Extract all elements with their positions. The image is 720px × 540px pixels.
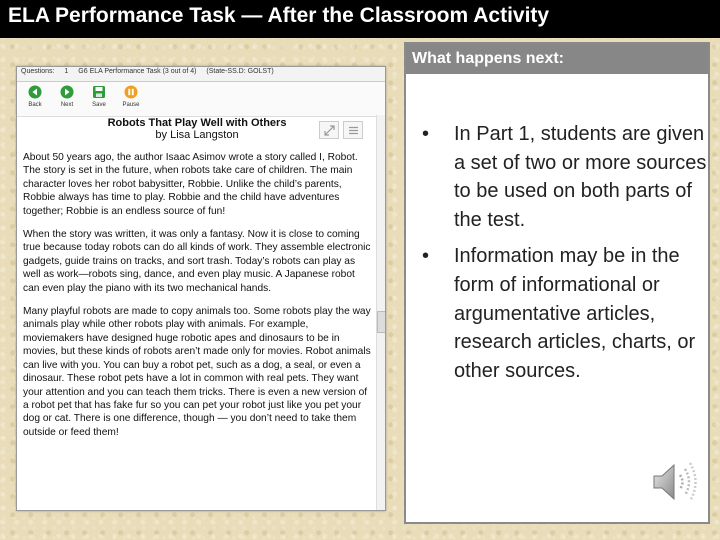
scrollbar-thumb[interactable]	[377, 311, 386, 333]
article-header	[23, 115, 371, 141]
question-header	[17, 67, 385, 82]
bullet-text: In Part 1, students are given a set of two or more sources to be used on both parts of the test.	[454, 123, 707, 231]
article-author: by Lisa Langston	[155, 129, 239, 141]
audio-button[interactable]	[648, 456, 704, 508]
list-item	[420, 242, 710, 385]
passage-controls	[319, 121, 363, 139]
question-label: Questions:	[21, 68, 55, 75]
save-icon	[91, 84, 107, 100]
bullet-icon: •	[422, 245, 430, 268]
bullet-icon: •	[422, 123, 430, 145]
notes-heading: What happens next:	[406, 44, 708, 74]
left-arrow-icon	[27, 84, 43, 100]
article-body	[23, 151, 371, 439]
article-title: Robots That Play Well with Others	[107, 117, 287, 129]
state-info: (State-SS.D: GOLST)	[206, 68, 274, 75]
save-button[interactable]	[87, 84, 111, 114]
pause-button[interactable]	[119, 84, 143, 114]
speaker-icon	[648, 456, 704, 508]
notes-list	[420, 120, 710, 393]
article-reader	[17, 115, 377, 510]
menu-icon	[348, 126, 359, 135]
expand-passage-button[interactable]	[319, 121, 339, 139]
list-item	[420, 120, 710, 234]
pause-icon	[123, 84, 139, 100]
save-label: Save	[92, 102, 106, 108]
question-select[interactable]: 1	[64, 68, 69, 75]
expand-icon	[324, 125, 335, 136]
test-window-screenshot	[16, 66, 386, 511]
slide-title-bar	[0, 0, 720, 38]
test-name: G6 ELA Performance Task (3 out of 4)	[78, 68, 197, 75]
test-toolbar	[17, 82, 385, 117]
passage-scrollbar[interactable]	[376, 115, 385, 510]
back-button[interactable]	[23, 84, 47, 114]
passage-menu-button[interactable]	[343, 121, 363, 139]
back-label: Back	[28, 102, 42, 108]
pause-label: Pause	[122, 102, 140, 108]
next-button[interactable]	[55, 84, 79, 114]
next-label: Next	[60, 102, 74, 108]
bullet-text: Information may be in the form of informational or argumentative articles, research articles, charts, or other sources.	[454, 245, 696, 382]
article-paragraph: About 50 years ago, the author Isaac Asimov wrote a story called I, Robot. The story is set in the future, when robots take care of children. The main character loves her robot babysitter, Robbie. Unlike the child’s parents, Robbie always has time to play. Robbie and the child have adventures together; Robbie is an endless source of fun!	[23, 152, 358, 217]
article-paragraph: When the story was written, it was only a fantasy. Now it is close to coming true because today robots can do all kinds of work. They assemble electronic gadgets, guide trains on tracks, and sort trash. Today’s robots can play as well as work—robots sing, dance, and even play music. A Japanese robot can even play the piano with its two mechanical hands.	[23, 229, 371, 294]
right-arrow-icon	[59, 84, 75, 100]
notes-panel	[404, 42, 710, 524]
article-paragraph: Many playful robots are made to copy animals too. Some robots play the way animals play while other robots play with animals. For example, moviemakers have designed huge robotic apes and dinosaurs to be in movies, but these kinds of robots aren’t made only for movies. Robot animals can live with you. You can buy a robot pet, such as a dog, a seal, or even a dinosaur. These robot pets have a lot in common with real pets. They want your attention and you can teach them tricks. There is even a new version of a robot pet that has fake fur so you can pet your robot just like you pet your dog or cat. There is one difference, though — you don’t need to take them outside or feed them!	[23, 306, 371, 438]
slide-title: ELA Performance Task — After the Classroom Activity	[8, 4, 550, 27]
